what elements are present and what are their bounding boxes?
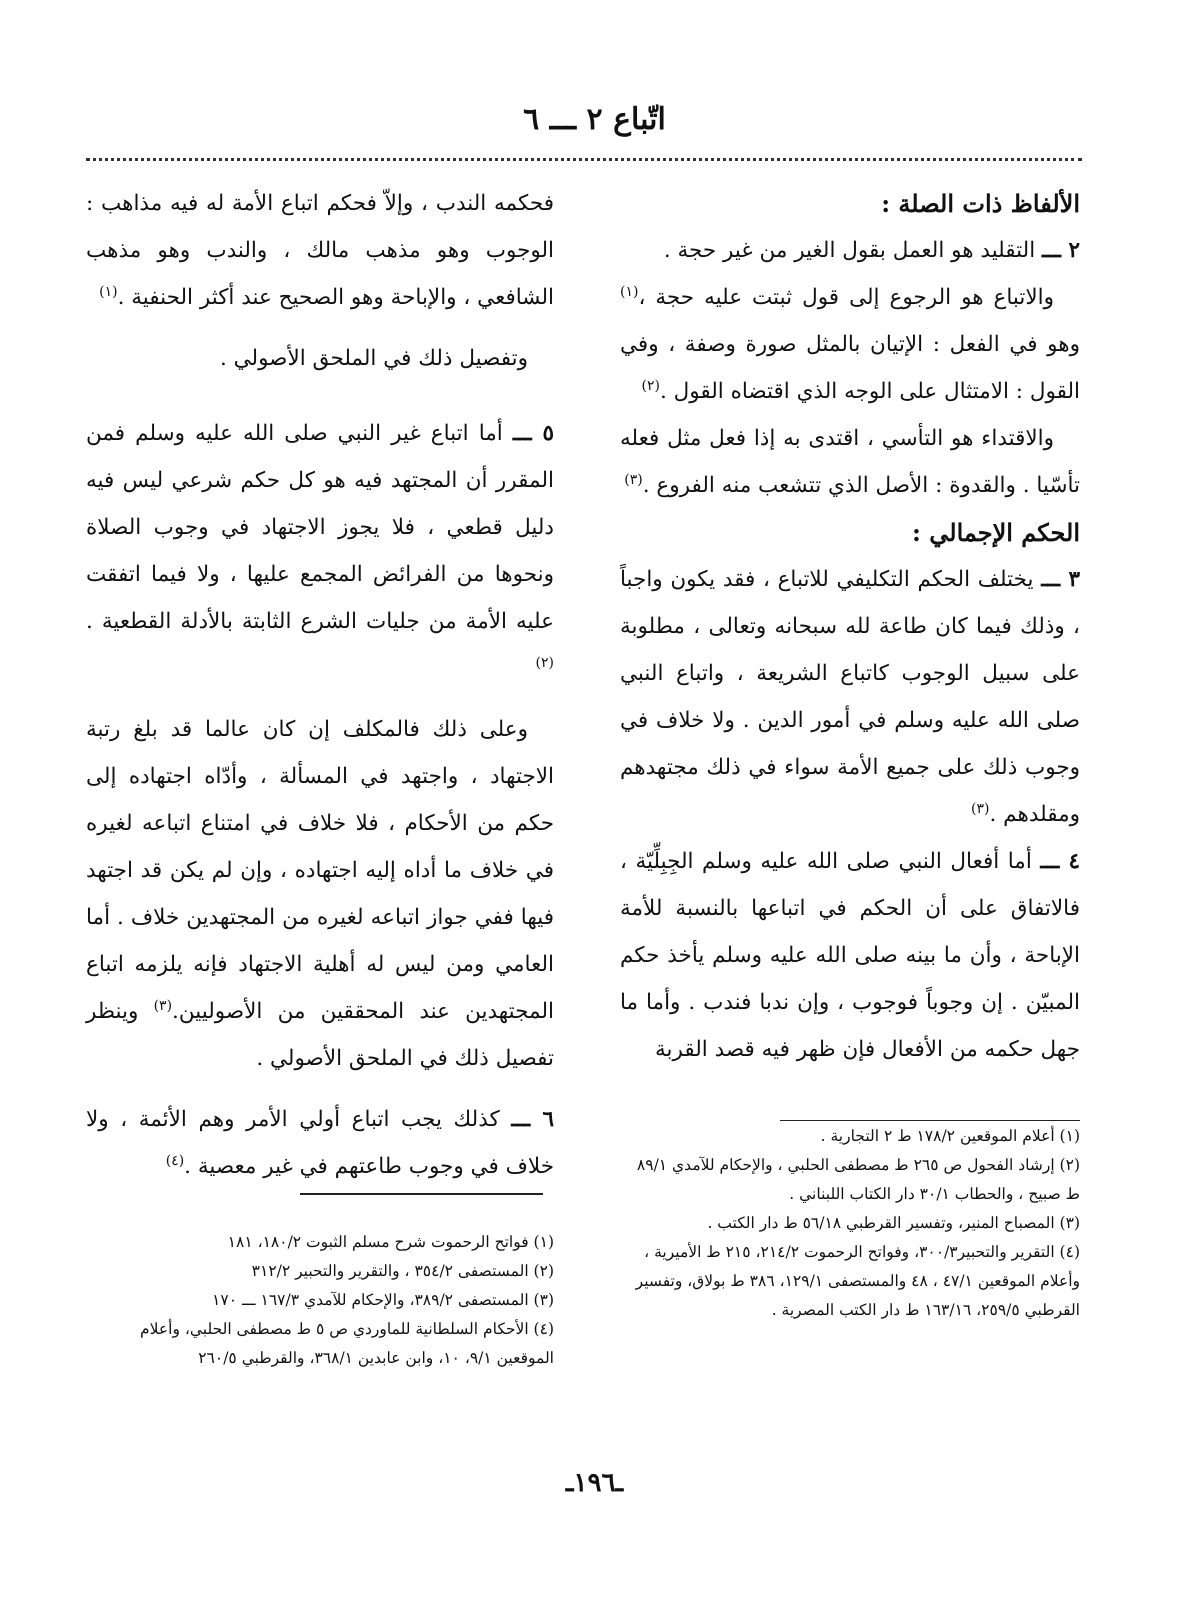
footnote-ref: (٣) bbox=[971, 800, 990, 817]
footnote: (٢) المستصفى ٣٥٤/٢ ، والتقرير والتحبير ٣١٢/٢ bbox=[251, 1262, 554, 1280]
footnote-ref: (٣) bbox=[153, 997, 173, 1014]
paragraph-4 bbox=[620, 838, 1080, 1073]
footnote: (١) أعلام الموقعين ١٧٨/٢ ط ٢ التجارية . bbox=[820, 1127, 1080, 1145]
footnote: (١) فواتح الرحموت شرح مسلم الثبوت ١٨٠/٢، ١٨١ bbox=[227, 1233, 554, 1251]
section-heading-general-ruling: الحكم الإجمالي : bbox=[912, 518, 1080, 547]
footnote: (٤) الأحكام السلطانية للماوردي ص ٥ ط مصطفى الحلبي، وأعلام الموقعين ٩/١، ١٠، وابن عابدين ٣٦٨/١، والقرطبي ٢٦٠/٥ bbox=[140, 1320, 554, 1367]
footnote: (٤) التقرير والتحبير٣٠٠/٣، وفواتح الرحموت ٢١٤/٢، ٢١٥ ط الأميرية ، وأعلام الموقعين ٤٧/١ ، ٤٨ والمستصفى ١٢٩/١، ٣٨٦ ط بولاق، وتفسير القرطبي ٢٥٩/٥، ١٦٣/١٦ ط دار الكتب المصرية . bbox=[635, 1243, 1080, 1319]
paragraph-6 bbox=[86, 1096, 554, 1190]
paragraph-detail-note: وتفصيل ذلك في الملحق الأصولي . bbox=[219, 346, 528, 371]
paragraph-number: ٦ ـــ bbox=[511, 1107, 554, 1132]
footnote-ref: (٢) bbox=[535, 654, 554, 671]
paragraph-text: والاتباع هو الرجوع إلى قول ثبتت عليه حجة ، bbox=[638, 285, 1054, 310]
section-heading-related-terms: الألفاظ ذات الصلة : bbox=[881, 189, 1080, 218]
paragraph-text: وينظر تفصيل ذلك في الملحق الأصولي . bbox=[86, 999, 554, 1071]
header-dotted-rule bbox=[86, 158, 1082, 161]
paragraph-text: وهو في الفعل : الإتيان بالمثل صورة وصفة ، وفي القول : الامتثال على الوجه الذي اقتضاه القول . bbox=[620, 332, 1080, 404]
paragraph-text: فحكمه الندب ، وإلاّ فحكم اتباع الأمة له فيه مذاهب : الوجوب وهو مذهب مالك ، والندب وهو مذهب الشافعي ، والإباحة وهو الصحيح عند أكثر الحنفية . bbox=[86, 191, 554, 310]
footnotes-left-column bbox=[86, 1228, 554, 1373]
footnote: (٣) المصباح المنير، وتفسير القرطبي ٥٦/١٨ ط دار الكتب . bbox=[707, 1214, 1080, 1232]
paragraph-number: ٥ ـــ bbox=[512, 421, 555, 446]
footnote-ref: (٤) bbox=[165, 1152, 185, 1169]
footnote-separator bbox=[300, 1193, 543, 1195]
running-header-title: اتّباع ٢ ـــ ٦ bbox=[523, 102, 666, 137]
paragraph-text: يختلف الحكم التكليفي للاتباع ، فقد يكون واجباً ، وذلك فيما كان طاعة لله سبحانه وتعالى ، مطلوبة على سبيل الوجوب كاتباع الشريعة ، واتباع النبي صلى الله عليه وسلم في أمور الدين . ولا خلاف في وجوب ذلك على جميع الأمة سواء في ذلك مجتهدهم ومقلدهم . bbox=[620, 567, 1080, 827]
paragraph-text: أما اتباع غير النبي صلى الله عليه وسلم فمن المقرر أن المجتهد فيه هو كل حكم شرعي ليس فيه دليل قطعي ، فلا يجوز الاجتهاد في وجوب الصلاة ونحوها من الفرائض المجمع عليها ، ولا فيما اتفقت عليه الأمة من جليات الشرع الثابتة بالأدلة القطعية . bbox=[86, 421, 554, 634]
page-number: ـ١٩٦ـ bbox=[565, 1468, 624, 1498]
paragraph-text: كذلك يجب اتباع أولي الأمر وهم الأئمة ، ولا خلاف في وجوب طاعتهم في غير معصية . bbox=[86, 1107, 554, 1179]
paragraph-5 bbox=[86, 410, 554, 692]
paragraph-number: ٣ ـــ bbox=[1041, 567, 1081, 592]
paragraph-number: ٢ ـــ bbox=[1042, 238, 1080, 263]
paragraph-4-continued bbox=[86, 180, 554, 321]
paragraph-3 bbox=[620, 556, 1080, 838]
right-column bbox=[620, 180, 1080, 1073]
footnote-ref: (١) bbox=[620, 283, 639, 300]
paragraph-2-following bbox=[620, 274, 1080, 415]
paragraph-text: وعلى ذلك فالمكلف إن كان عالما قد بلغ رتبة الاجتهاد ، واجتهد في المسألة ، وأدّاه اجتهاده إلى حكم من الأحكام ، فلا خلاف في امتناع اتباعه لغيره في خلاف ما أداه إليه اجتهاده ، وإن لم يكن قد اجتهد فيها ففي جواز اتباعه لغيره من المجتهدين خلاف . أما العامي ومن ليس له أهلية الاجتهاد فإنه يلزمه اتباع المجتهدين عند المحققين من الأصوليين. bbox=[86, 717, 554, 1024]
paragraph-number: ٤ ـــ bbox=[1040, 849, 1080, 874]
paragraph-2 bbox=[620, 227, 1080, 274]
paragraph-2-iqtida bbox=[620, 415, 1080, 509]
footnote-ref: (٢) bbox=[641, 377, 660, 394]
paragraph-text: التقليد هو العمل بقول الغير من غير حجة . bbox=[663, 238, 1036, 263]
paragraph-text: والاقتداء هو التأسي ، اقتدى به إذا فعل مثل فعله تأسّيا . والقدوة : الأصل الذي تتشعب منه الفروع . bbox=[620, 426, 1080, 498]
paragraph-text: أما أفعال النبي صلى الله عليه وسلم الجِبِلِّيّة ، فالاتفاق على أن الحكم في اتباعها بالنسبة للأمة الإباحة ، وأن ما بينه صلى الله عليه وسلم يأخذ حكم المبيّن . إن وجوباً فوجوب ، وإن ندبا فندب . وأما ما جهل حكمه من الأفعال فإن ظهر فيه قصد القربة bbox=[620, 849, 1080, 1062]
left-column bbox=[86, 180, 554, 1190]
footnote: (٢) إرشاد الفحول ص ٢٦٥ ط مصطفى الحلبي ، والإحكام للآمدي ٨٩/١ ط صبيح ، والحطاب ٣٠/١ دار الكتاب اللبناني . bbox=[636, 1156, 1080, 1203]
footnote: (٣) المستصفى ٣٨٩/٢، والإحكام للآمدي ١٦٧/٣ ـــ ١٧٠ bbox=[212, 1291, 554, 1309]
footnotes-right-column bbox=[620, 1122, 1080, 1325]
paragraph-5-continued bbox=[86, 706, 554, 1082]
footnote-separator bbox=[780, 1120, 1080, 1121]
footnote-ref: (٣) bbox=[624, 471, 643, 488]
footnote-ref: (١) bbox=[99, 283, 118, 300]
